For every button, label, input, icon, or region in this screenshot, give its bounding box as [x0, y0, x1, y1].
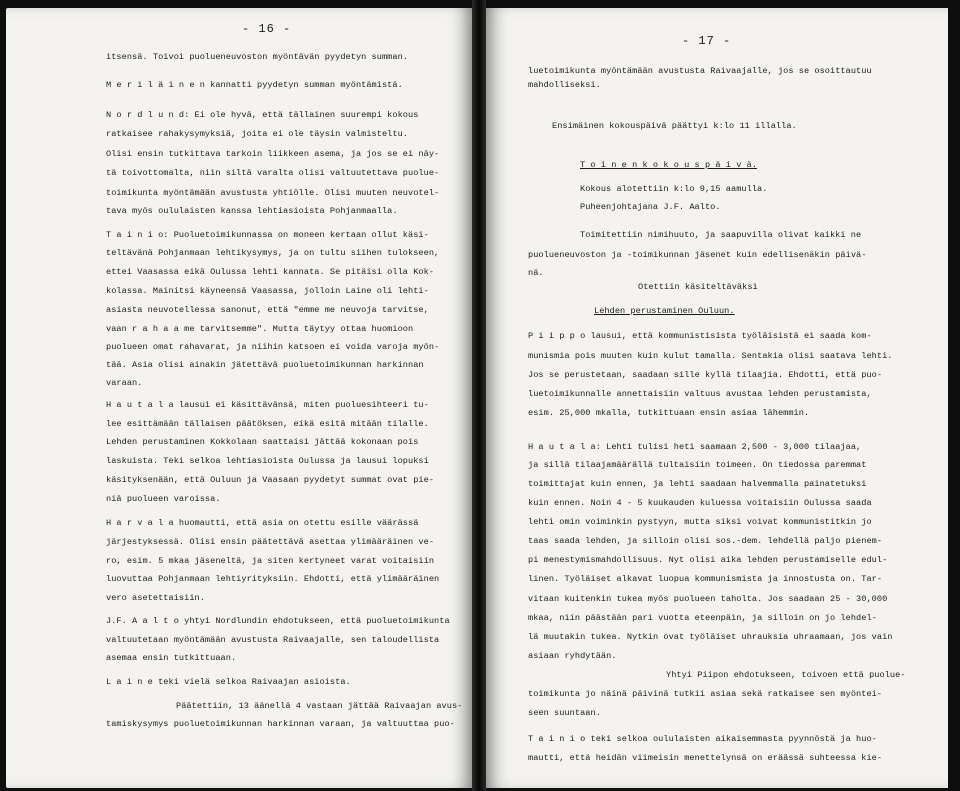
text-line: ro, esim. 5 mkaa jäseneltä, ja siten kertyneet varat voitaisiin [106, 556, 435, 566]
text-line: kolassa. Mainitsi käyneensä Vaasassa, jolloin Laine oli lehti- [106, 286, 429, 296]
section-heading: T o i n e n k o k o u s p ä i v ä. [580, 160, 758, 170]
text-line: lä muutakin tukea. Nytkin ovat työläiset uhrauksia uhraamaan, jos vain [528, 632, 893, 642]
text-line: T a i n i o: Puoluetoimikunnassa on moneen kertaan ollut käsi- [106, 230, 429, 240]
text-line: J.F. A a l t o yhtyi Nordlundin ehdotukseen, että puoluetoimikunta [106, 616, 450, 626]
text-line: valtuutetaan myöntämään avustusta Raivaajalle, sen taloudellista [106, 635, 440, 645]
text-line: puolueneuvoston ja -toimikunnan jäsenet kuin edellisenäkin päivä- [528, 250, 867, 260]
text-line: N o r d l u n d: Ei ole hyvä, että tällainen suurempi kokous [106, 110, 419, 120]
text-line: vitaan kuitenkin tukea myös puolueen taholta. Jos saadaan 25 - 30,000 [528, 594, 888, 604]
text-line: esim. 25,000 mkalla, tutkittuaan ensin asiaa lähemmin. [528, 408, 810, 418]
text-line: Ensimäinen kokouspäivä päättyi k:lo 11 illalla. [552, 121, 797, 131]
text-line: H a u t a l a lausui ei käsittävänsä, miten puoluesihteeri tu- [106, 400, 429, 410]
page-number: - 17 - [682, 34, 732, 48]
text-line: P i i p p o lausui, että kommunistisista työläisistä ei saada kom- [528, 331, 872, 341]
text-line: tä toivottomalta, niin siltä varalta olisi valtuutettava puolue- [106, 168, 440, 178]
text-line: mautti, että heidän viimeisin menettelynsä on eräässä suhteessa kie- [528, 753, 883, 763]
text-line: ratkaisee rahakysymyksiä, joita ei ole täysin valmisteltu. [106, 129, 409, 139]
text-line: vero asetettaisiin. [106, 593, 205, 603]
text-line: varaan. [106, 378, 143, 388]
text-line: toimikunta jo näinä päivinä tutkii asiaa sekä ratkaisee sen myöntei- [528, 689, 883, 699]
text-line: seen suuntaan. [528, 708, 601, 718]
text-line: käsityksenään, että Ouluun ja Vaasaan pyydetyt summat ovat pie- [106, 475, 435, 485]
text-line: asiaan ryhdytään. [528, 651, 617, 661]
text-line: linen. Työläiset alkavat luopua kommunismista ja innostusta on. Tar- [528, 574, 883, 584]
text-line: tava myös oululaisten kanssa lehtiasioista Pohjanmaalla. [106, 206, 398, 216]
text-line: luovuttaa Pohjanmaan lehtiyrityksiin. Ehdotti, että ylimääräinen [106, 574, 440, 584]
book-gutter [472, 0, 486, 791]
text-line: nä. [528, 268, 544, 278]
text-line: puolueen omat rahavarat, ja niihin katsoen ei voida varoja myön- [106, 342, 440, 352]
text-line: asiasta neuvotellessa sanonut, että "emme me neuvoja tarvitse, [106, 305, 429, 315]
text-line: niä puolueen varoissa. [106, 494, 221, 504]
text-line: tää. Asia olisi ainakin jätettävä puoluetoimikunnan harkinnan [106, 360, 424, 370]
text-line: Toimitettiin nimihuuto, ja saapuvilla olivat kaikki ne [580, 230, 862, 240]
text-line: Olisi ensin tutkittava tarkoin liikkeen asema, ja jos se ei näy- [106, 149, 440, 159]
left-page [6, 8, 472, 788]
text-line: Kokous alotettiin k:lo 9,15 aamulla. [580, 184, 768, 194]
text-line: tamiskysymys puoluetoimikunnan harkinnan varaan, ja valtuuttaa puo- [106, 719, 455, 729]
right-page [486, 8, 948, 788]
text-line: itsensä. Toivoi puolueneuvoston myöntävän pyydetyn summan. [106, 52, 409, 62]
text-line: Jos se perustetaan, saadaan sille kyllä tilaajia. Ehdotti, että puo- [528, 370, 883, 380]
section-heading: Lehden perustaminen Ouluun. [594, 306, 735, 316]
text-line: järjestyksessä. Olisi ensin päätettävä asettaa ylimääräinen ve- [106, 537, 435, 547]
text-line: mkaa, niin päästään pari vuotta eteenpäin, ja silloin on jo lehdel- [528, 613, 877, 623]
text-line: lehti omin voiminkin pystyyn, mutta siksi voivat kommunistitkin jo [528, 517, 872, 527]
text-line: T a i n i o teki selkoa oululaisten aikaisemmasta pyynnöstä ja huo- [528, 734, 877, 744]
text-line: asemaa ensin tutkittuaan. [106, 653, 237, 663]
text-line: M e r i l ä i n e n kannatti pyydetyn summan myöntämistä. [106, 80, 403, 90]
text-line: kuin ennen. Noin 4 - 5 kuukauden kuluessa voitaisiin Oulussa saada [528, 498, 872, 508]
text-line: Lehden perustaminen Kokkolaan saattaisi jättää kokonaan pois [106, 437, 419, 447]
page-number: - 16 - [242, 22, 292, 36]
text-line: lee esittämään tällaisen päätöksen, eikä esitä mitään tilalle. [106, 419, 429, 429]
text-line: teltävänä Pohjanmaan lehtikysymys, ja on tultu siihen tulokseen, [106, 248, 440, 258]
text-line: Otettiin käsiteltäväksi [638, 282, 758, 292]
text-line: H a u t a l a: Lehti tulisi heti saamaan 2,500 - 3,000 tilaajaa, [528, 442, 862, 452]
text-line: toimikunta myöntämään avustusta yhtiölle. Olisi muuten neuvotel- [106, 188, 440, 198]
text-line: Yhtyi Piipon ehdotukseen, toivoen että puolue- [666, 670, 906, 680]
text-line: toimittajat kuin ennen, ja lehti saadaan halvemmalla painatetuksi [528, 479, 867, 489]
text-line: Puheenjohtajana J.F. Aalto. [580, 202, 721, 212]
text-line: H a r v a l a huomautti, että asia on otettu esille väärässä [106, 518, 419, 528]
text-line: mahdolliseksi. [528, 80, 601, 90]
text-line: munismia pois muuten kuin kulut tamalla. Sentakia olisi saatava lehti. [528, 351, 893, 361]
text-line: vaan r a h a a me tarvitsemme". Mutta täytyy ottaa huomioon [106, 324, 414, 334]
text-line: luetoimikunta myöntämään avustusta Raivaajalle, jos se osoittautuu [528, 66, 872, 76]
text-line: luetoimikunnalle annettaisiin valtuus avustaa lehden perustamista, [528, 389, 872, 399]
text-line: ja sillä tilaajamäärällä tultaisiin toimeen. On tiedossa paremmat [528, 460, 867, 470]
text-line: Päätettiin, 13 äänellä 4 vastaan jättää Raivaajan avus- [176, 701, 463, 711]
text-line: L a i n e teki vielä selkoa Raivaajan asioista. [106, 677, 351, 687]
text-line: pi menestymismahdollisuus. Nyt olisi aika lehden perustamiselle edul- [528, 555, 888, 565]
text-line: taas saada lehden, ja silloin olisi sos.-dem. lehdellä paljo pienem- [528, 536, 883, 546]
text-line: ettei Vaasassa eikä Oulussa lehti kannata. Se pitäisi olla Kok- [106, 267, 435, 277]
text-line: laskuista. Teki selkoa lehtiasioista Oulussa ja lausui lopuksi [106, 456, 429, 466]
